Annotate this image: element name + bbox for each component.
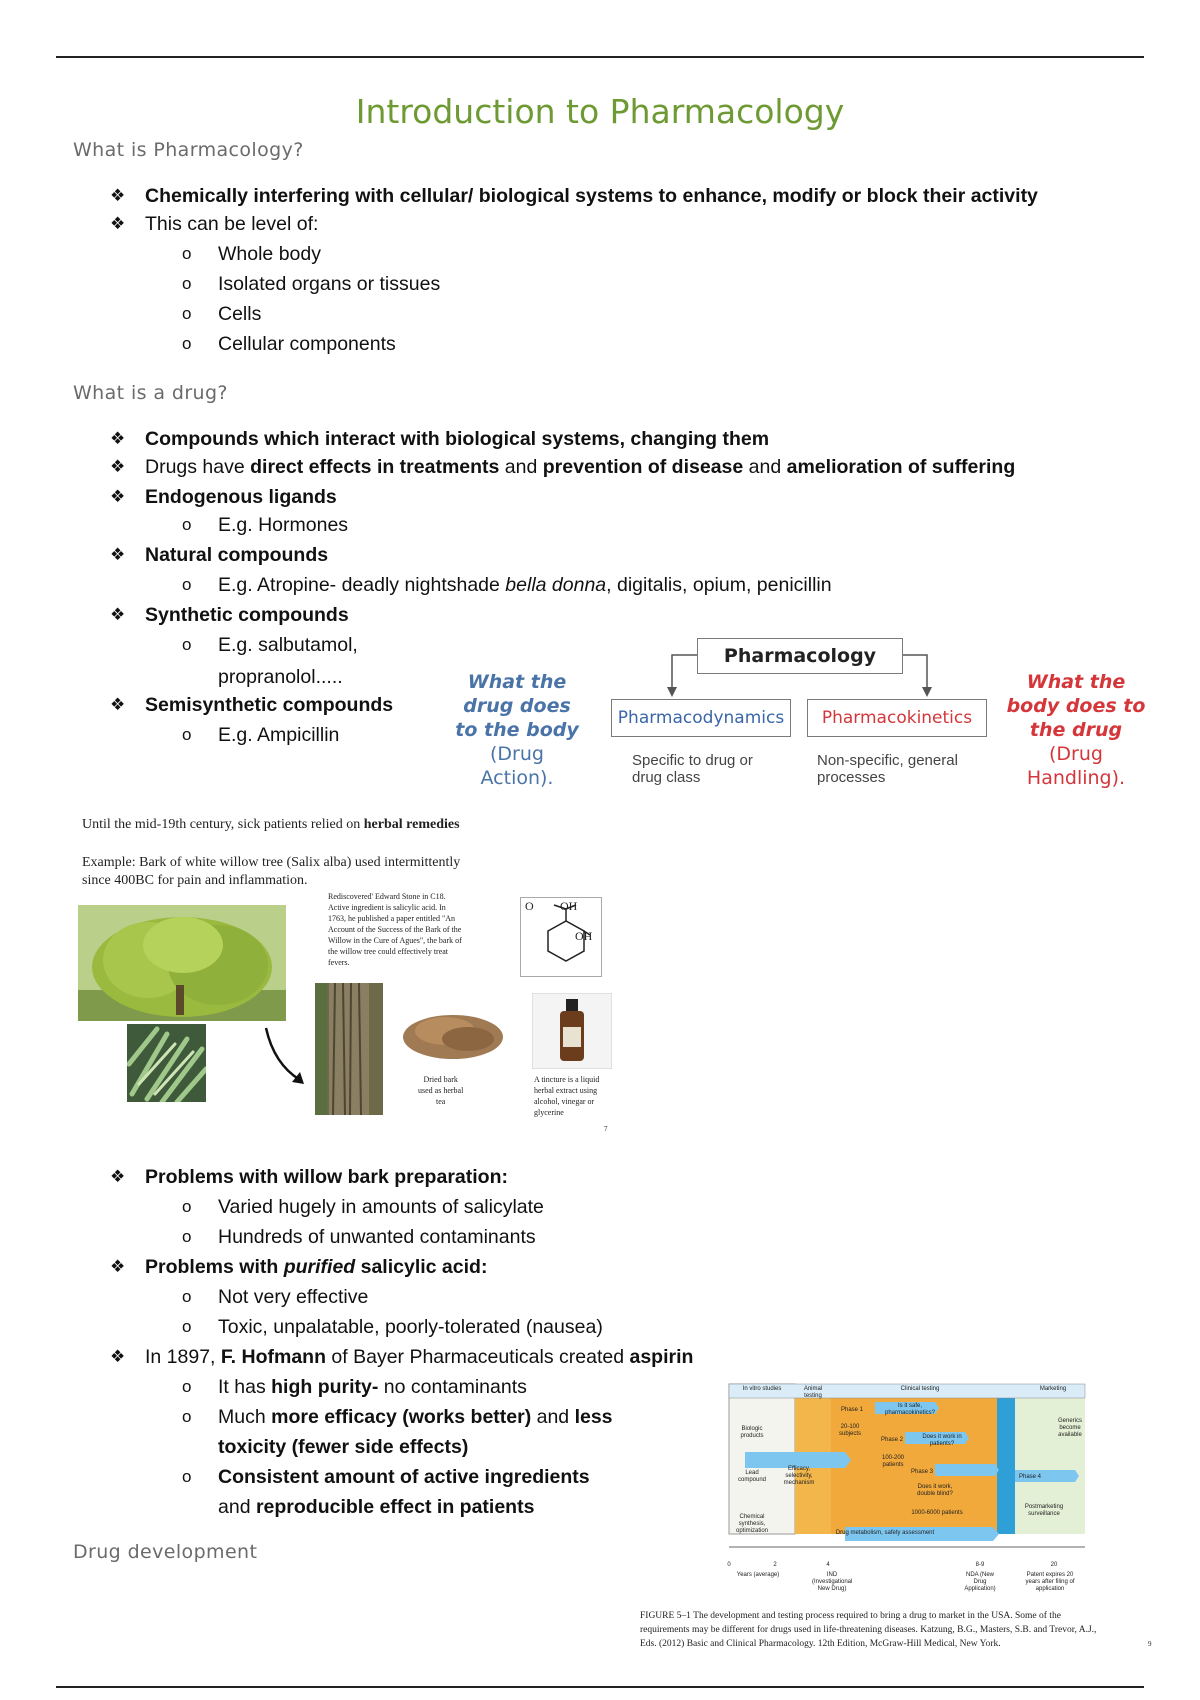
figure-label: Phase 3 <box>910 1469 934 1475</box>
diamond-bullet-icon: ❖ <box>110 487 126 506</box>
pharmacokinetics-caption: Non-specific, general processes <box>817 752 958 786</box>
drug-type-natural: Natural compounds <box>145 544 329 566</box>
drug-action-note: What the drug does to the body (Drug Action). <box>455 671 579 789</box>
figure-header: Clinical testing <box>900 1386 940 1392</box>
edward-stone-text: Rediscovered' Edward Stone in C18. Active ingredient is salicylic acid. In 1763, he published a paper entitled "An Account of the Success of the Bark of the Willow in the Cure of Agues", the bark of the willow tree could effectively treat fevers. <box>328 892 462 967</box>
figure-label: Phase 2 <box>880 1437 904 1443</box>
hollow-circle-icon: o <box>182 725 192 744</box>
diamond-bullet-icon: ❖ <box>110 695 126 714</box>
axis-label: NDA (New Drug Application) <box>964 1572 996 1592</box>
willow-example: Example: Bark of white willow tree (Salix alba) used intermittently since 400BC for pain and inflammation. <box>82 855 461 888</box>
purified-problems-heading: Problems with purified salicylic acid: <box>145 1256 488 1278</box>
hollow-circle-icon: o <box>182 515 192 534</box>
molecule-oh-label: OH <box>575 929 593 943</box>
figure-label: Is it safe, pharmacokinetics? <box>884 1403 936 1416</box>
diamond-bullet-icon: ❖ <box>110 1257 126 1276</box>
drug-definition: Compounds which interact with biological systems, changing them <box>145 428 770 450</box>
figure-label: Chemical synthesis, optimization <box>735 1514 768 1534</box>
figure-label: Lead compound <box>737 1470 767 1483</box>
diamond-bullet-icon: ❖ <box>110 186 126 205</box>
slide-number: 7 <box>604 1125 608 1133</box>
drug-type-synthetic: Synthetic compounds <box>145 604 349 626</box>
figure-header: Animal testing <box>803 1386 823 1399</box>
drug-example: E.g. Atropine- deadly nightshade bella donna, digitalis, opium, penicillin <box>218 574 832 596</box>
figure-label: Does it work, double blind? <box>917 1484 953 1497</box>
axis-tick: 0 <box>727 1562 731 1568</box>
drug-example-cont: propranolol..... <box>218 666 343 688</box>
aspirin-benefit: Much more efficacy (works better) and less <box>218 1406 613 1428</box>
figure-label: Phase 1 <box>840 1407 864 1413</box>
herbal-remedies-line: Until the mid-19th century, sick patients relied on herbal remedies <box>82 817 460 832</box>
willow-trunk-photo <box>315 983 383 1115</box>
figure-label: Generics become available <box>1057 1418 1082 1438</box>
hollow-circle-icon: o <box>182 575 192 594</box>
figure-label: Phase 4 <box>1018 1474 1042 1480</box>
drug-effects: Drugs have direct effects in treatments and prevention of disease and amelioration of suffering <box>145 456 1016 478</box>
hollow-circle-icon: o <box>182 1317 192 1336</box>
hollow-circle-icon: o <box>182 244 192 263</box>
diamond-bullet-icon: ❖ <box>110 457 126 476</box>
section-heading-drug-development: Drug development <box>73 1541 258 1563</box>
slide-number: 9 <box>1148 1640 1152 1648</box>
level-item: Whole body <box>218 243 321 265</box>
willow-problems-heading: Problems with willow bark preparation: <box>145 1166 508 1188</box>
axis-tick: 2 <box>773 1562 777 1568</box>
hollow-circle-icon: o <box>182 1407 192 1426</box>
figure-header: In vitro studies <box>742 1386 782 1392</box>
pharmacokinetics-box: Pharmacokinetics <box>807 699 987 737</box>
diamond-bullet-icon: ❖ <box>110 1347 126 1366</box>
tincture-caption: A tincture is a liquid herbal extract using alcohol, vinegar or glycerine <box>534 1075 600 1117</box>
hollow-circle-icon: o <box>182 274 192 293</box>
tincture-bottle-photo <box>532 993 612 1069</box>
diagram-root-pharmacology: Pharmacology <box>697 638 903 674</box>
page-title: Introduction to Pharmacology <box>355 92 845 131</box>
figure-caption: FIGURE 5–1 The development and testing process required to bring a drug to market in the USA. Some of the requirements may be different for drugs used in life-threatening diseases. Katzung, B.G., Masters, S.B. and Trevor, A.J., Eds. (2012) Basic and Clinical Pharmacology. 12th Edition, McGraw-Hill Medical, New York. <box>640 1611 1097 1649</box>
figure-header: Marketing <box>1039 1386 1067 1392</box>
aspirin-benefit: Consistent amount of active ingredients <box>218 1466 590 1488</box>
diamond-bullet-icon: ❖ <box>110 429 126 448</box>
drug-handling-note: What the body does to the drug (Drug Handling). <box>1006 671 1146 789</box>
figure-label: Does it work in patients? <box>922 1434 962 1447</box>
aspirin-benefit-cont: toxicity (fewer side effects) <box>218 1436 469 1458</box>
pharmacodynamics-box: Pharmacodynamics <box>611 699 791 737</box>
pharmacodynamics-caption: Specific to drug or drug class <box>632 752 753 786</box>
molecule-oh-label: OH <box>560 899 578 913</box>
aspirin-benefit: It has high purity- no contaminants <box>218 1376 527 1398</box>
drug-example: E.g. salbutamol, <box>218 634 358 656</box>
aspirin-history: In 1897, F. Hofmann of Bayer Pharmaceuticals created aspirin <box>145 1346 694 1368</box>
figure-label: 100-200 patients <box>881 1455 905 1468</box>
axis-label: Patent expires 20 years after filing of application <box>1025 1572 1075 1592</box>
hollow-circle-icon: o <box>182 1197 192 1216</box>
dried-bark-caption: Dried bark used as herbal tea <box>418 1075 464 1106</box>
level-item: Cellular components <box>218 333 396 355</box>
level-item: Isolated organs or tissues <box>218 273 441 295</box>
drug-type-endogenous: Endogenous ligands <box>145 486 337 508</box>
axis-tick: 20 <box>1050 1562 1058 1568</box>
figure-label: Efficacy, selectivity, mechanism <box>783 1466 815 1486</box>
hollow-circle-icon: o <box>182 635 192 654</box>
diamond-bullet-icon: ❖ <box>110 605 126 624</box>
hollow-circle-icon: o <box>182 1227 192 1246</box>
aspirin-benefit-cont: and reproducible effect in patients <box>218 1496 535 1518</box>
pharmacology-levels-intro: This can be level of: <box>145 213 319 235</box>
hollow-circle-icon: o <box>182 304 192 323</box>
axis-tick: 4 <box>826 1562 830 1568</box>
dried-bark-photo <box>400 993 506 1065</box>
problem-item: Not very effective <box>218 1286 369 1308</box>
problem-item: Varied hugely in amounts of salicylate <box>218 1196 544 1218</box>
section-heading-drug: What is a drug? <box>73 382 228 404</box>
hollow-circle-icon: o <box>182 1377 192 1396</box>
level-item: Cells <box>218 303 262 325</box>
hollow-circle-icon: o <box>182 1287 192 1306</box>
willow-leaves-photo <box>127 1024 206 1102</box>
drug-example: E.g. Ampicillin <box>218 724 340 746</box>
pharmacology-definition: Chemically interfering with cellular/ biological systems to enhance, modify or block their activity <box>145 185 1038 207</box>
figure-label: 1000-6000 patients <box>911 1510 963 1516</box>
problem-item: Hundreds of unwanted contaminants <box>218 1226 536 1248</box>
drug-example: E.g. Hormones <box>218 514 349 536</box>
figure-label: 20-100 subjects <box>838 1424 861 1437</box>
axis-label: IND (Investigational New Drug) <box>812 1572 853 1592</box>
section-heading-pharmacology: What is Pharmacology? <box>73 139 304 161</box>
willow-tree-photo <box>78 905 286 1021</box>
axis-tick: 8-9 <box>975 1562 985 1568</box>
hollow-circle-icon: o <box>182 1467 192 1486</box>
diamond-bullet-icon: ❖ <box>110 1167 126 1186</box>
figure-label: Biologic products <box>740 1426 764 1439</box>
drug-type-semisynthetic: Semisynthetic compounds <box>145 694 394 716</box>
axis-label: Years (average) <box>736 1572 780 1578</box>
hollow-circle-icon: o <box>182 334 192 353</box>
diamond-bullet-icon: ❖ <box>110 214 126 233</box>
molecule-oxygen-label: O <box>525 899 534 913</box>
diamond-bullet-icon: ❖ <box>110 545 126 564</box>
bottom-rule <box>56 1686 1144 1688</box>
figure-label: Drug metabolism, safety assessment <box>835 1530 935 1536</box>
curved-arrow-icon <box>262 1024 308 1088</box>
problem-item: Toxic, unpalatable, poorly-tolerated (nausea) <box>218 1316 603 1338</box>
figure-label: Postmarketing surveillance <box>1024 1504 1064 1517</box>
